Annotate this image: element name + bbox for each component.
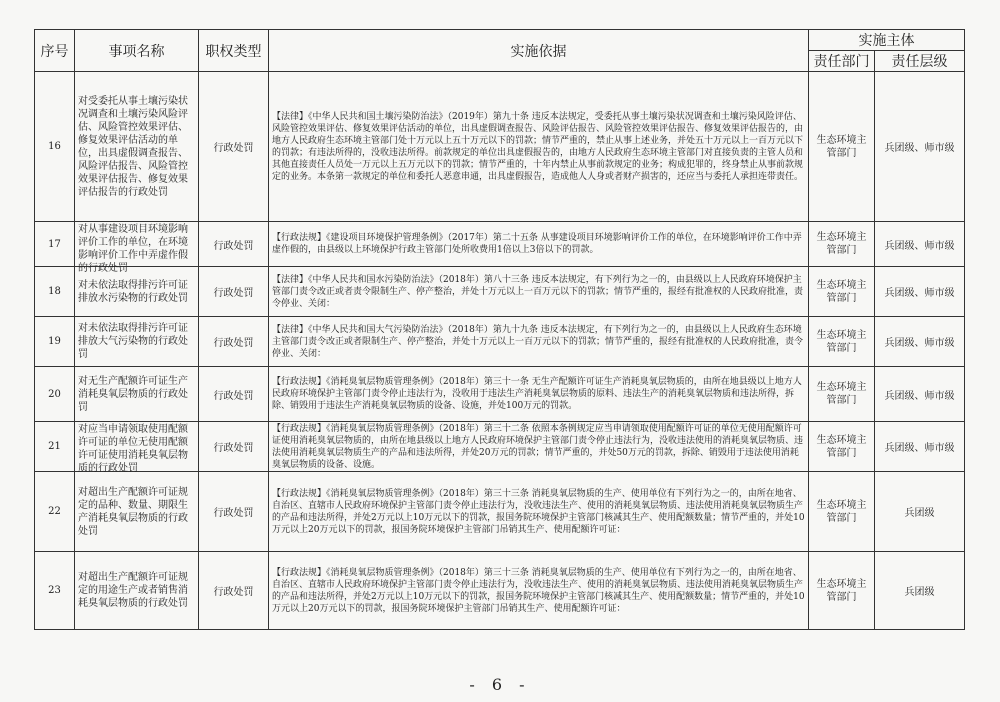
row-number: 16 <box>48 141 61 152</box>
header-dept: 责任部门 <box>809 51 875 72</box>
table-row <box>35 72 965 222</box>
authority-type: 行政处罚 <box>213 508 254 519</box>
table-row <box>35 552 965 630</box>
row-number: 22 <box>48 506 61 517</box>
responsible-level: 兵团级、师市级 <box>884 390 955 402</box>
header-no: 序号 <box>35 30 75 72</box>
authority-type: 行政处罚 <box>213 443 254 454</box>
authority-type: 行政处罚 <box>213 143 254 154</box>
item-name: 对未依法取得排污许可证排放大气污染物的行政处罚 <box>78 323 188 360</box>
page-number: - 6 - <box>469 675 531 694</box>
row-number: 19 <box>48 336 61 347</box>
responsible-level: 兵团级 <box>904 508 935 519</box>
responsible-level: 兵团级、师市级 <box>884 288 955 299</box>
legal-basis: 【行政法规】《消耗臭氧层物质管理条例》（2018年）第三十三条 消耗臭氧层物质的生产、使用单位有下列行为之一的，由所在地省、自治区、直辖市人民政府环境保护主管部门责令停止违法行为，没收违法生产、使用的消耗臭氧层物质、违法使用消耗臭氧层物质生产的产品和违法所得，并处2万元以上10万元以下的罚款，报国务院环境保护主管部门核减其生产、使用配额数量；情节严重的，并处10万元以上20万元以下的罚款，报国务院环境保护主管部门吊销其生产、使用配额许可证： <box>272 567 805 614</box>
authority-type: 行政处罚 <box>213 288 254 299</box>
responsible-level: 兵团级、师市级 <box>884 240 955 252</box>
legal-basis: 【行政法规】《消耗臭氧层物质管理条例》（2018年）第三十二条 依照本条例规定应当申请领取使用配额许可证的单位无使用配额许可证使用消耗臭氧层物质的，由所在地县级以上地方人民政府环境保护主管部门责令停止违法行为，没收违法使用的消耗臭氧层物质、违法使用消耗臭氧层物质生产的产品和违法所得，并处20万元的罚款；情节严重的，并处50万元的罚款，拆除、销毁用于违法使用消耗臭氧层物质的设备、设施。 <box>272 423 804 470</box>
row-number: 18 <box>48 286 61 297</box>
responsible-department: 生态环境主管部门 <box>816 329 867 354</box>
item-name: 对应当申请领取使用配额许可证的单位无使用配额许可证使用消耗臭氧层物质的行政处罚 <box>78 423 188 474</box>
responsible-level: 兵团级、师市级 <box>884 143 955 154</box>
header-level: 责任层级 <box>875 51 965 72</box>
legal-basis: 【行政法规】《消耗臭氧层物质管理条例》（2018年）第三十一条 无生产配额许可证生产消耗臭氧层物质的，由所在地县级以上地方人民政府环境保护主管部门责令停止违法行为，没收用于违法生产消耗臭氧层物质的原料、违法生产的消耗臭氧层物质和违法所得，拆除、销毁用于违法生产消耗臭氧层物质的设备、设施，并处100万元的罚款。 <box>272 377 802 411</box>
legal-basis: 【行政法规】《建设项目环境保护管理条例》（2017年）第二十五条 从事建设项目环境影响评价工作的单位，在环境影响评价工作中弄虚作假的，由县级以上环境保护行政主管部门处所收费用1倍以上3倍以下的罚款。 <box>272 233 802 255</box>
item-name: 对超出生产配额许可证规定的品种、数量、期限生产消耗臭氧层物质的行政处罚 <box>78 486 188 537</box>
table-row <box>35 422 965 472</box>
item-name: 对无生产配额许可证生产消耗臭氧层物质的行政处罚 <box>78 375 188 413</box>
responsible-department: 生态环境主管部门 <box>816 578 867 603</box>
authority-type: 行政处罚 <box>213 587 254 598</box>
item-name: 对受委托从事土壤污染状况调查和土壤污染风险评估、风险管控效果评估、修复效果评估活动的单位，出具虚假调查报告、风险评估报告、风险管控效果评估报告、修复效果评估报告的行政处罚 <box>78 95 188 198</box>
table-row <box>35 472 965 552</box>
responsible-department: 生态环境主管部门 <box>816 232 867 256</box>
legal-basis: 【行政法规】《消耗臭氧层物质管理条例》（2018年）第三十三条 消耗臭氧层物质的生产、使用单位有下列行为之一的，由所在地省、自治区、直辖市人民政府环境保护主管部门责令停止违法行为，没收违法生产、使用的消耗臭氧层物质、违法使用消耗臭氧层物质生产的产品和违法所得，并处2万元以上10万元以下的罚款，报国务院环境保护主管部门核减其生产、使用配额数量；情节严重的，并处10万元以上20万元以下的罚款，报国务院环境保护主管部门吊销其生产、使用配额许可证： <box>272 488 805 535</box>
row-number: 20 <box>48 388 61 400</box>
table-row <box>35 367 965 422</box>
item-name: 对未依法取得排污许可证排放水污染物的行政处罚 <box>78 279 188 304</box>
legal-basis: 【法律】《中华人民共和国土壤污染防治法》（2019年）第九十条 违反本法规定，受委托从事土壤污染状况调查和土壤污染风险评估、风险管控效果评估、修复效果评估活动的单位，出具虚假调查报告、风险评估报告、风险管控效果评估报告、修复效果评估报告的，由地方人民政府生态环境主管部门处十万元以上五十万元以下的罚款；情节严重的，禁止从事上述业务，并处五十万元以上一百万元以下的罚款；有违法所得的，没收违法所得。前款规定的单位出具虚假报告的，由地方人民政府生态环境主管部门对直接负责的主管人员和其他直接责任人员处一万元以上五万元以下的罚款；情节严重的，十年内禁止从事前款规定的业务；构成犯罪的，终身禁止从事前款规定的业务。本条第一款规定的单位和委托人恶意串通，出具虚假报告，造成他人人身或者财产损害的，还应当与委托人承担连带责任。 <box>272 111 804 182</box>
responsible-department: 生态环境主管部门 <box>816 434 867 459</box>
table-row <box>35 317 965 367</box>
legal-basis: 【法律】《中华人民共和国大气污染防治法》（2018年）第九十九条 违反本法规定，有下列行为之一的，由县级以上人民政府生态环境主管部门责令改正或者限制生产、停产整治，并处十万元以上一百万元以下的罚款；情节严重的，报经有批准权的人民政府批准，责令停业、关闭： <box>272 324 804 359</box>
row-number: 23 <box>48 585 61 596</box>
table-row <box>35 222 965 267</box>
header-subject: 实施主体 <box>809 30 965 51</box>
responsible-department: 生态环境主管部门 <box>816 279 867 304</box>
authority-table <box>34 29 965 630</box>
authority-type: 行政处罚 <box>213 240 254 252</box>
responsible-level: 兵团级、师市级 <box>884 443 955 454</box>
responsible-level: 兵团级、师市级 <box>884 338 955 349</box>
authority-type: 行政处罚 <box>213 390 254 402</box>
header-type: 职权类型 <box>199 30 269 72</box>
authority-type: 行政处罚 <box>213 338 254 349</box>
responsible-department: 生态环境主管部门 <box>816 499 867 524</box>
responsible-level: 兵团级 <box>904 587 935 598</box>
table-row <box>35 267 965 317</box>
responsible-department: 生态环境主管部门 <box>816 382 867 406</box>
row-number: 17 <box>48 238 61 250</box>
responsible-department: 生态环境主管部门 <box>816 134 867 159</box>
header-basis: 实施依据 <box>269 30 809 72</box>
item-name: 对从事建设项目环境影响评价工作的单位，在环境影响评价工作中弄虚作假的行政处罚 <box>78 223 188 274</box>
item-name: 对超出生产配额许可证规定的用途生产或者销售消耗臭氧层物质的行政处罚 <box>78 572 188 609</box>
header-name: 事项名称 <box>75 30 199 72</box>
legal-basis: 【法律】《中华人民共和国水污染防治法》（2018年）第八十三条 违反本法规定，有下列行为之一的，由县级以上人民政府环境保护主管部门责令改正或者责令限制生产、停产整治，并处十万元以上一百万元以下的罚款；情节严重的，报经有批准权的人民政府批准，责令停业、关闭： <box>272 274 804 309</box>
row-number: 21 <box>48 441 61 452</box>
